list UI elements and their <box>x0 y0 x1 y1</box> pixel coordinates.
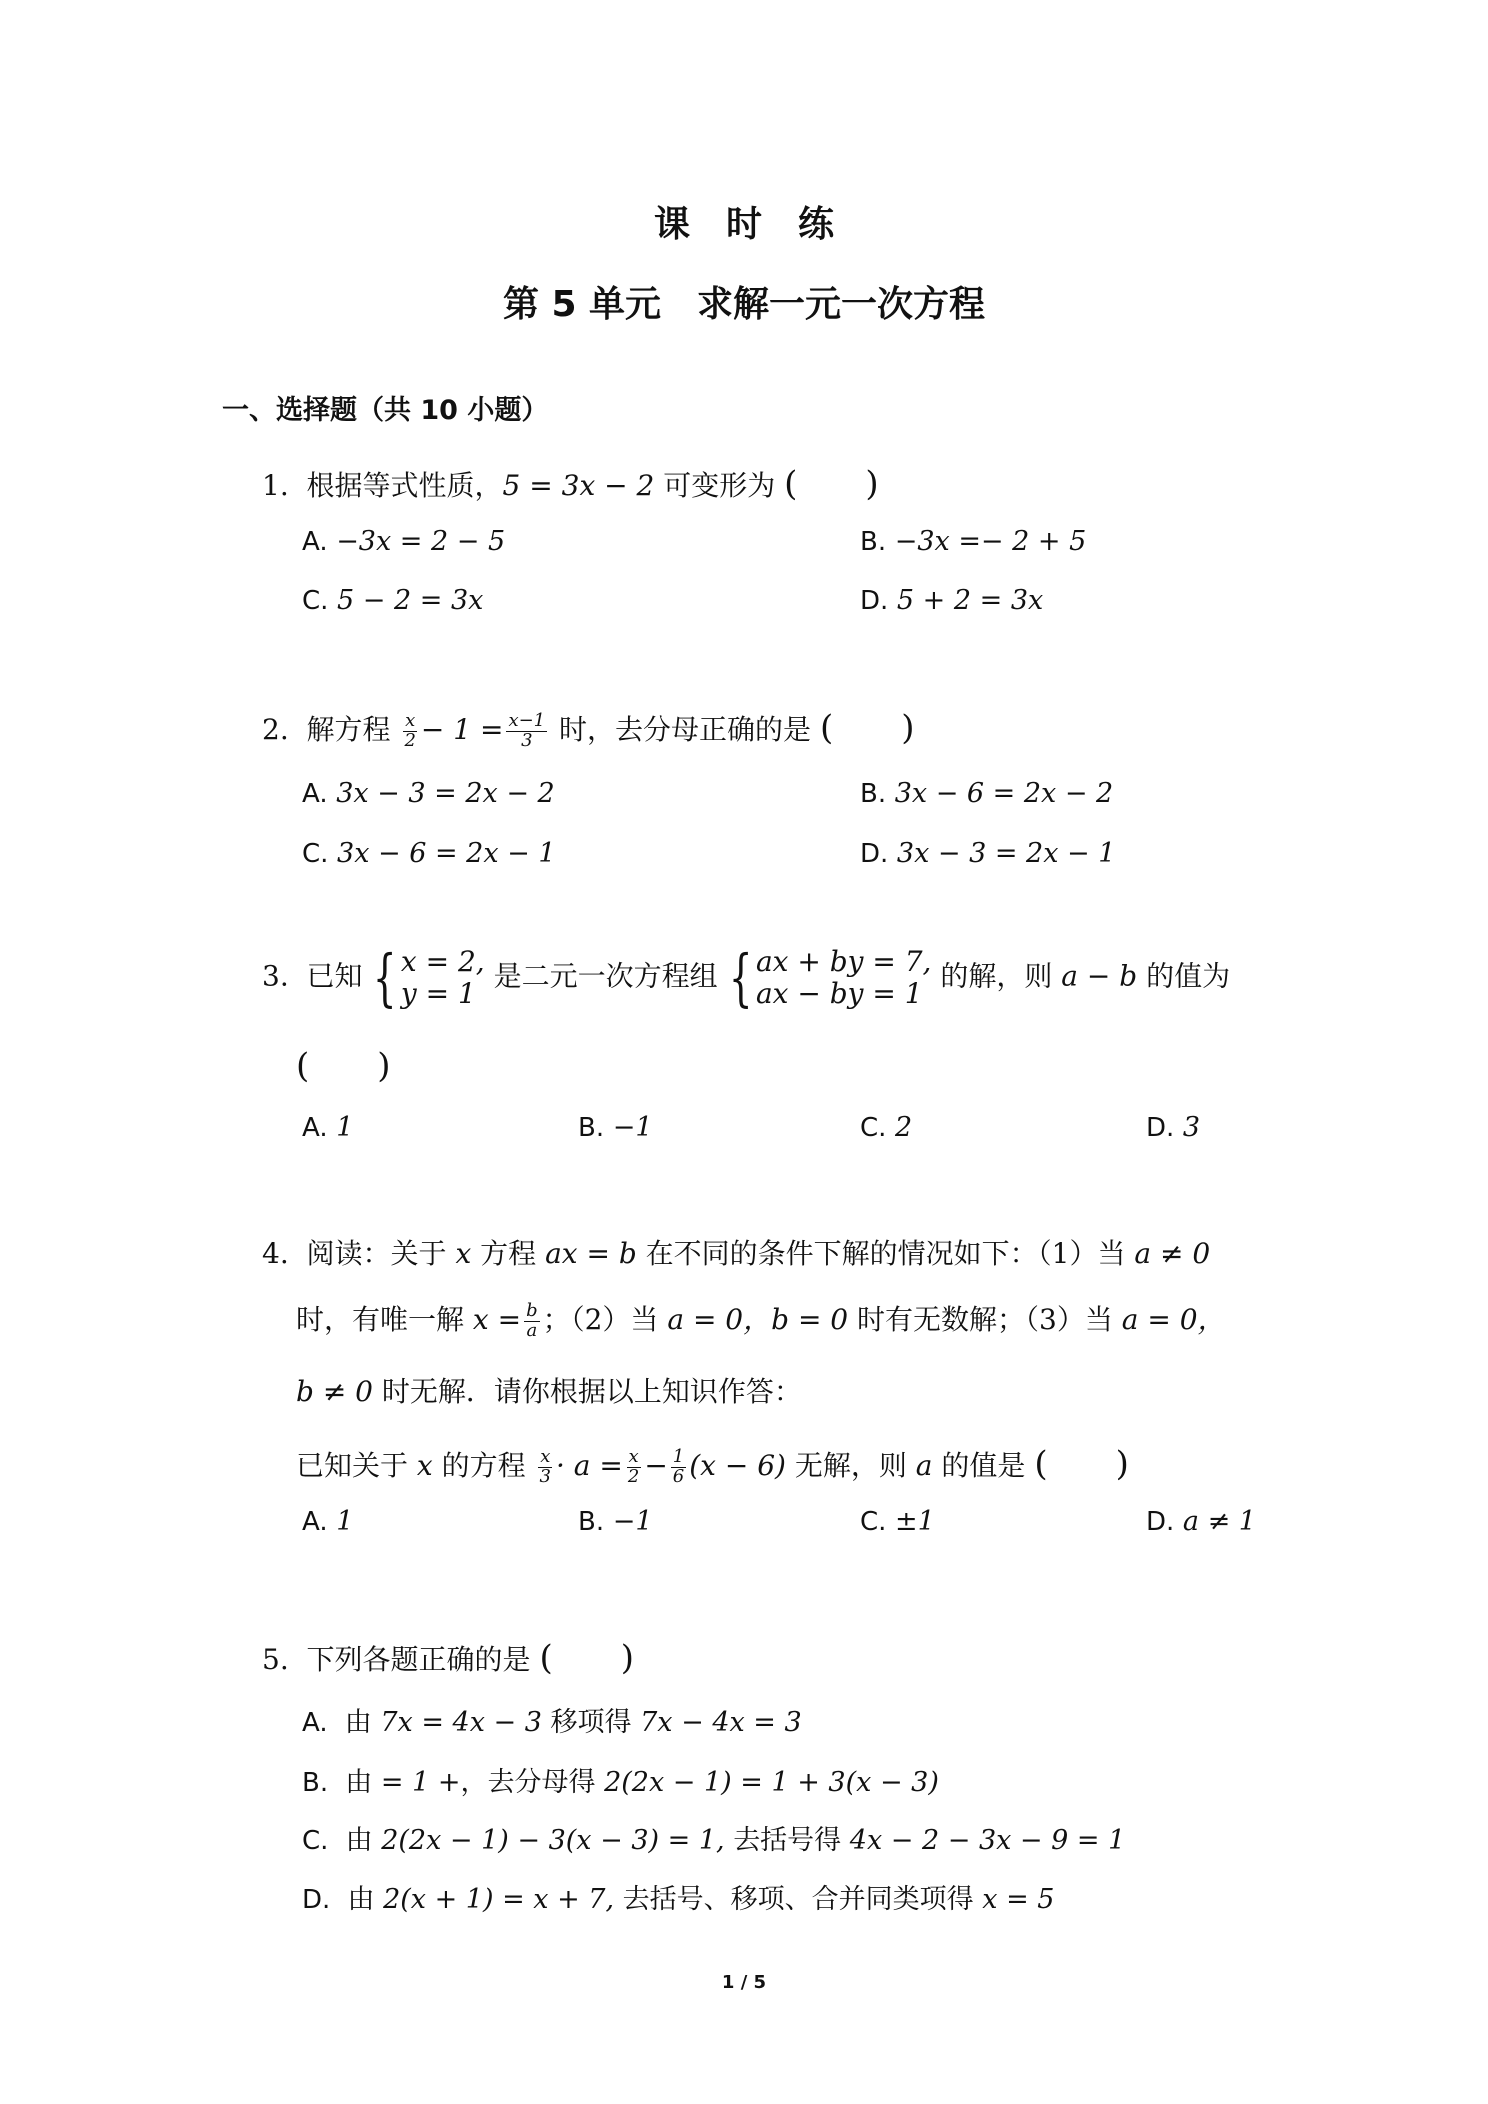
math: 7x = 4x − 3 <box>380 1707 542 1738</box>
option-text: 去括号得 <box>733 1825 842 1856</box>
question-number: 3. <box>262 959 289 993</box>
option-a <box>302 1506 353 1537</box>
question-stem: 解方程 <box>306 713 391 746</box>
question-text: 阅读：关于 <box>306 1237 447 1270</box>
option-text: 由 <box>345 1825 373 1856</box>
unit-subtitle: 第 5 单元 求解一元一次方程 <box>502 284 986 325</box>
question-4-line-3 <box>296 1370 802 1410</box>
option-label: D. <box>1146 1113 1175 1143</box>
question-number: 2. <box>262 713 289 746</box>
solution-system: x = 2, y = 1 <box>400 945 485 1011</box>
option-text: 5 − 2 = 3x <box>337 585 484 616</box>
question-5 <box>262 1630 634 1679</box>
math: a <box>915 1449 933 1482</box>
option-label: C. <box>860 1113 887 1143</box>
option-a <box>302 1112 353 1143</box>
option-text: 1 <box>336 1112 354 1143</box>
option-text: −1 <box>612 1506 653 1537</box>
option-label: C. <box>860 1507 887 1537</box>
option-b <box>578 1112 653 1143</box>
question-text: 时有无数解；（3）当 <box>857 1303 1113 1336</box>
option-b <box>860 778 1113 809</box>
question-stem: 是二元一次方程组 <box>493 959 718 993</box>
math: a ≠ 0 <box>1134 1237 1211 1270</box>
math: a = 0， <box>1121 1303 1226 1336</box>
option-label: B. <box>578 1113 605 1143</box>
question-text: 无解，则 <box>794 1449 907 1482</box>
math: 2(x + 1) = x + 7, <box>383 1884 615 1915</box>
option-label: B. <box>860 527 887 557</box>
option-text: 3 <box>1182 1112 1201 1143</box>
question-stem: 的解，则 <box>940 959 1053 993</box>
question-3 <box>262 941 1231 1015</box>
question-text: 时，有唯一解 <box>296 1303 465 1336</box>
math: 2(2x − 1) = 1 + 3(x − 3) <box>604 1767 939 1798</box>
option-label: A. <box>302 527 328 557</box>
section-heading: 一、选择题（共 10 小题） <box>222 395 549 426</box>
math: b ≠ 0 <box>296 1375 373 1408</box>
question-text: 方程 <box>480 1237 537 1270</box>
option-text: −3x =− 2 + 5 <box>894 526 1087 557</box>
equation: 5 = 3x − 2 <box>502 469 655 502</box>
question-text: 的值是 <box>941 1449 1026 1482</box>
question-1 <box>262 456 879 505</box>
answer-blank: ( ) <box>819 708 915 748</box>
left-brace: { <box>728 941 753 1015</box>
page-title: 课 时 练 <box>653 204 834 245</box>
option-c <box>302 838 556 869</box>
option-label: D. <box>302 1885 331 1915</box>
option-text: 由 <box>344 1707 372 1738</box>
option-label: C. <box>302 586 329 616</box>
option-text: 3x − 3 = 2x − 1 <box>896 838 1116 869</box>
question-stem: 已知 <box>306 959 363 993</box>
option-text: −3x = 2 − 5 <box>336 526 506 557</box>
option-label: A. <box>302 779 328 809</box>
option-a <box>302 1700 802 1739</box>
option-a <box>302 526 505 557</box>
option-label: C. <box>302 1826 329 1856</box>
option-text: 2 <box>895 1112 913 1143</box>
math: x <box>416 1449 433 1482</box>
question-text: 时无解．请你根据以上知识作答： <box>381 1375 802 1408</box>
left-brace: { <box>373 941 398 1015</box>
option-label: A. <box>302 1708 328 1738</box>
question-number: 5. <box>262 1643 289 1676</box>
option-text: 1 <box>336 1506 354 1537</box>
option-label: D. <box>1146 1507 1175 1537</box>
option-d <box>1146 1112 1200 1143</box>
answer-blank: ( ) <box>784 464 879 504</box>
option-label: A. <box>302 1507 328 1537</box>
expression: a − b <box>1061 959 1138 993</box>
option-d <box>302 1877 1054 1916</box>
math: x = <box>472 1303 522 1336</box>
question-text: 已知关于 <box>296 1449 409 1482</box>
option-text: −1 <box>612 1112 653 1143</box>
math: − <box>644 1449 668 1482</box>
option-c <box>860 1506 935 1537</box>
question-2 <box>262 700 915 751</box>
option-b <box>302 1760 939 1799</box>
option-d <box>860 585 1043 616</box>
option-text: 3x − 6 = 2x − 1 <box>337 838 556 869</box>
page-number: 1 / 5 <box>721 1972 767 1993</box>
option-c <box>302 585 483 616</box>
option-c <box>860 1112 912 1143</box>
option-label: A. <box>302 1113 328 1143</box>
fraction: $\frac{x}{3}$ <box>539 1446 551 1487</box>
option-text: 去括号、移项、合并同类项得 <box>622 1884 974 1915</box>
option-d <box>860 838 1115 869</box>
fraction: $\frac{x}{2}$ <box>404 710 416 751</box>
option-label: D. <box>860 839 889 869</box>
question-text: ；（2）当 <box>542 1303 659 1336</box>
question-stem: 时，去分母正确的是 <box>559 713 812 746</box>
math: = 1 + <box>380 1767 461 1798</box>
math: 4x − 2 − 3x − 9 = 1 <box>849 1825 1126 1856</box>
question-number: 1. <box>262 469 289 502</box>
question-text: 在不同的条件下解的情况如下：（1）当 <box>645 1237 1126 1270</box>
math: ax = b <box>545 1237 637 1270</box>
math: 2(2x − 1) − 3(x − 3) = 1, <box>381 1825 725 1856</box>
math: x <box>455 1237 472 1270</box>
option-b <box>860 526 1086 557</box>
option-label: B. <box>578 1507 605 1537</box>
answer-blank: ( ) <box>296 1046 391 1086</box>
question-number: 4. <box>262 1237 289 1270</box>
equation-system: ax + by = 7, ax − by = 1 <box>755 945 932 1011</box>
fraction: $\frac{x}{2}$ <box>627 1446 640 1487</box>
math: a = 0，b = 0 <box>667 1303 849 1336</box>
option-a <box>302 778 555 809</box>
fraction: $\frac{b}{a}$ <box>526 1300 538 1341</box>
option-text: 由 <box>345 1767 373 1798</box>
question-4-line-4 <box>296 1436 1129 1487</box>
option-label: C. <box>302 839 329 869</box>
option-text: 3x − 6 = 2x − 2 <box>894 778 1114 809</box>
option-text: 3x − 3 = 2x − 2 <box>336 778 555 809</box>
option-text: 5 + 2 = 3x <box>896 585 1044 616</box>
question-4-line-2 <box>296 1298 1226 1341</box>
option-label: B. <box>302 1768 329 1798</box>
question-stem: 可变形为 <box>654 469 776 502</box>
math: x = 5 <box>982 1884 1055 1915</box>
question-stem: 下列各题正确的是 <box>306 1643 531 1676</box>
question-4-line-1 <box>262 1232 1210 1272</box>
equation: − 1 = <box>420 713 504 746</box>
question-stem: 根据等式性质， <box>306 469 503 502</box>
option-d <box>1146 1506 1256 1537</box>
fraction: $\frac{x-1}{3}$ <box>508 710 546 751</box>
option-text: a ≠ 1 <box>1182 1506 1256 1537</box>
question-text: 的方程 <box>441 1449 526 1482</box>
option-text: 由 <box>347 1884 375 1915</box>
option-label: D. <box>860 586 889 616</box>
math: (x − 6) <box>689 1449 786 1482</box>
option-text: ±1 <box>895 1506 935 1537</box>
math: 7x − 4x = 3 <box>640 1707 802 1738</box>
option-text: ，去分母得 <box>460 1767 596 1798</box>
option-b <box>578 1506 653 1537</box>
question-stem: 的值为 <box>1146 959 1231 993</box>
option-text: 移项得 <box>550 1707 632 1738</box>
answer-blank: ( ) <box>539 1638 634 1678</box>
option-label: B. <box>860 779 887 809</box>
answer-blank: ( ) <box>1034 1444 1129 1484</box>
math: · a = <box>556 1449 623 1482</box>
option-c <box>302 1818 1125 1857</box>
fraction: $\frac{1}{6}$ <box>672 1446 685 1487</box>
